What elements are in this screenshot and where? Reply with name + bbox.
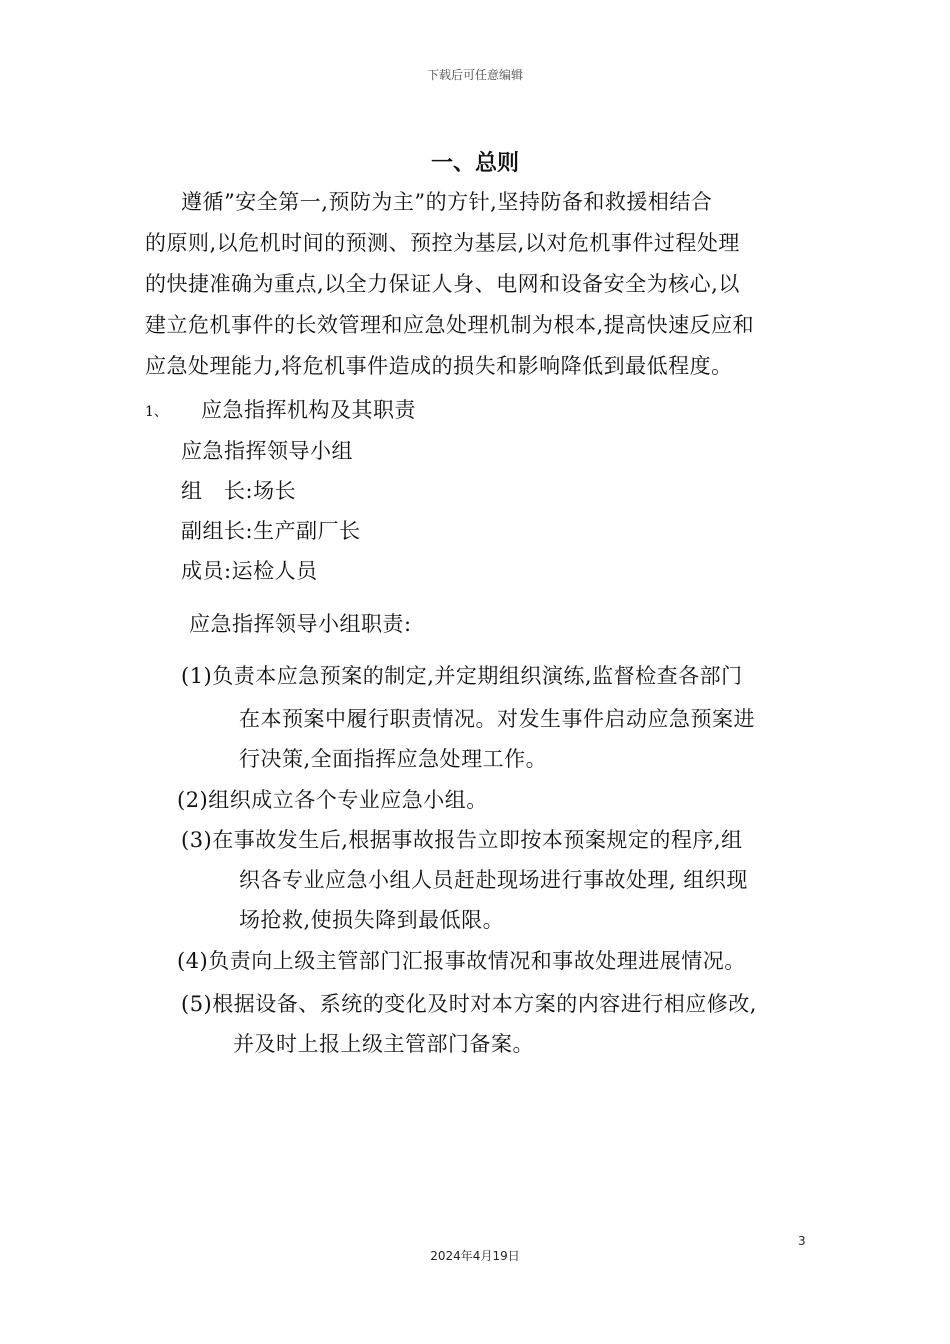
duty-item: (4)负责向上级主管部门汇报事故情况和事故处理进展情况。 [177, 949, 746, 973]
group-members: 成员:运检人员 [181, 559, 318, 583]
duty-item-continued: 行决策,全面指挥应急处理工作。 [239, 747, 548, 771]
section-title: 一、总则 [430, 151, 519, 176]
intro-line: 建立危机事件的长效管理和应急处理机制为根本,提高快速反应和 [145, 313, 755, 337]
duty-item-continued: 并及时上报上级主管部门备案。 [233, 1032, 534, 1056]
page-header: 下载后可任意编辑 [426, 68, 523, 82]
intro-line: 遵循”安全第一,预防为主”的方针,坚持防备和救援相结合 [181, 190, 713, 214]
section-heading: 应急指挥机构及其职责 [201, 398, 416, 422]
duty-item: (5)根据设备、系统的变化及时对本方案的内容进行相应修改, [181, 992, 757, 1016]
duty-item: (1)负责本应急预案的制定,并定期组织演练,监督检查各部门 [181, 664, 743, 688]
group-deputy: 副组长:生产副厂长 [181, 519, 361, 543]
duty-item-continued: 在本预案中履行职责情况。对发生事件启动应急预案进 [239, 707, 755, 731]
intro-line: 的原则,以危机时间的预测、预控为基层,以对危机事件过程处理 [145, 231, 740, 255]
duty-item: (2)组织成立各个专业应急小组。 [177, 788, 488, 812]
duty-item-continued: 织各专业应急小组人员赶赴现场进行事故处理, 组织现 [239, 868, 748, 892]
section-number: 1、 [145, 404, 168, 420]
intro-line: 的快捷准确为重点,以全力保证人身、电网和设备安全为核心,以 [145, 272, 740, 296]
page-number: 3 [798, 1234, 806, 1248]
duties-heading: 应急指挥领导小组职责: [189, 612, 412, 636]
group-name: 应急指挥领导小组 [181, 439, 353, 463]
group-leader: 组 长:场长 [181, 479, 297, 503]
footer-date: 2024年4月19日 [430, 1249, 520, 1263]
intro-line: 应急处理能力,将危机事件造成的损失和影响降低到最低程度。 [145, 354, 733, 378]
duty-item-continued: 场抢救,使损失降到最低限。 [239, 908, 505, 932]
duty-item: (3)在事故发生后,根据事故报告立即按本预案规定的程序,组 [181, 828, 743, 852]
